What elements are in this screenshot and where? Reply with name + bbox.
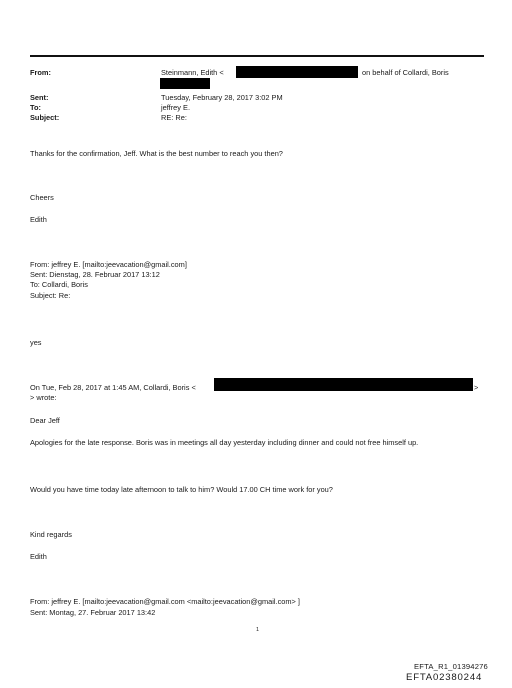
quoted-paragraph: Would you have time today late afternoon to talk to him? Would 17.00 CH time work for you? [30,485,333,494]
quoted-from: From: jeffrey E. [mailto:jeevacation@gmail.com <mailto:jeevacation@gmail.com> ] [30,597,300,606]
from-label: From: [30,68,51,77]
quoted-on-line: On Tue, Feb 28, 2017 at 1:45 AM, Collardi, Boris < [30,383,196,392]
to-value: jeffrey E. [161,103,191,112]
body-signature: Edith [30,215,47,224]
redaction-box [236,66,358,78]
page-number: 1 [256,627,260,633]
redaction-box [214,378,473,391]
body-line: Thanks for the confirmation, Jeff. What is the best number to reach you then? [30,149,283,158]
body-closing: Cheers [30,193,54,202]
sent-label: Sent: [30,93,49,102]
quoted-closing: Kind regards [30,530,72,539]
quoted-reply: yes [30,338,42,347]
header-rule [30,55,484,57]
quoted-signature: Edith [30,552,47,561]
quoted-wrote: > wrote: [30,393,57,402]
quoted-sent: Sent: Montag, 27. Februar 2017 13:42 [30,608,156,617]
sent-value: Tuesday, February 28, 2017 3:02 PM [161,93,283,102]
quoted-on-line-end: > [474,383,479,392]
quoted-sent: Sent: Dienstag, 28. Februar 2017 13:12 [30,270,160,279]
bates-number: EFTA_R1_01394276 [414,662,488,671]
quoted-to: To: Collardi, Boris [30,280,88,289]
to-label: To: [30,103,41,112]
quoted-from: From: jeffrey E. [mailto:jeevacation@gmail.com] [30,260,187,269]
bates-number: EFTA02380244 [406,672,483,683]
redaction-box [160,78,210,89]
subject-label: Subject: [30,113,60,122]
quoted-subject: Subject: Re: [30,291,71,300]
quoted-paragraph: Apologies for the late response. Boris was in meetings all day yesterday including dinner and could not free himself up. [30,438,419,447]
from-behalf: on behalf of Collardi, Boris [362,68,449,77]
from-name: Steinmann, Edith < [161,68,224,77]
quoted-greeting: Dear Jeff [30,416,60,425]
subject-value: RE: Re: [161,113,187,122]
